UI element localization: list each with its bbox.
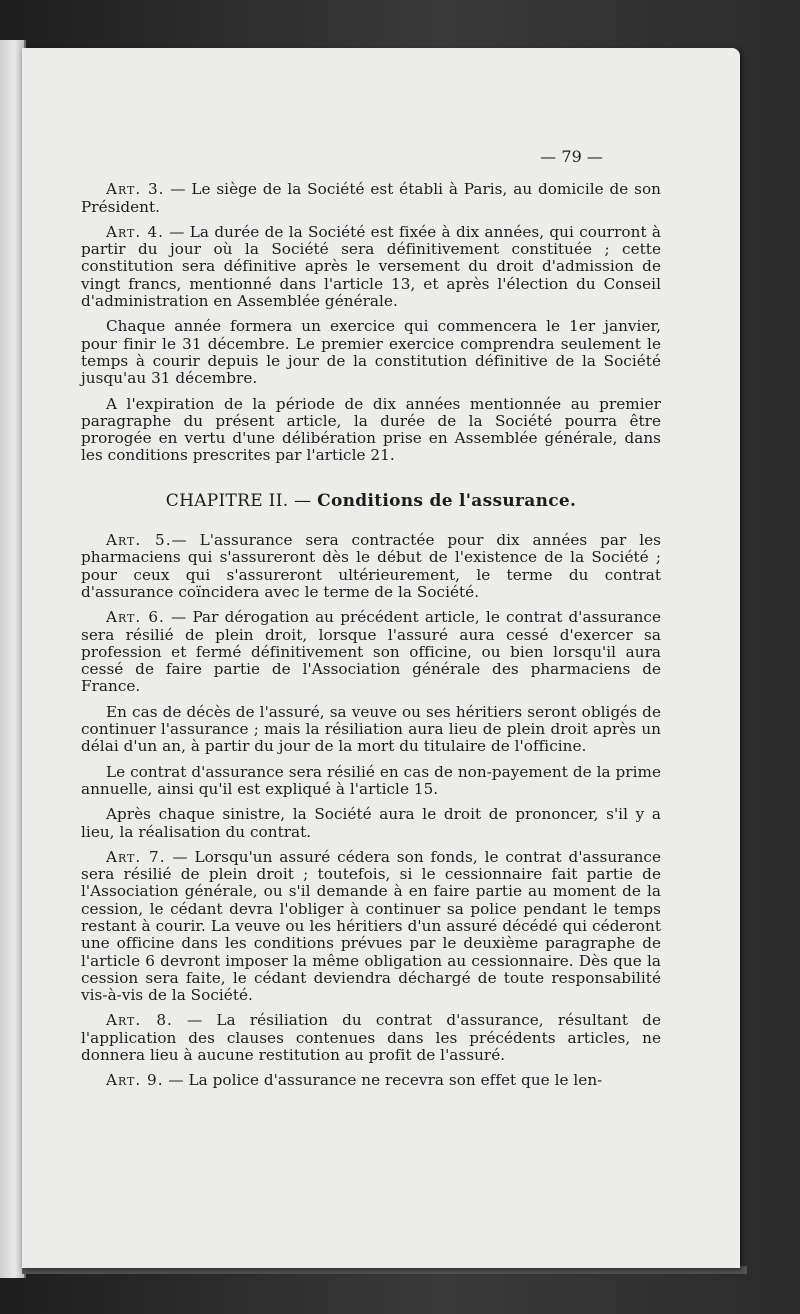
- article-7-label: Art. 7.: [106, 847, 166, 866]
- article-6: [81, 609, 661, 695]
- book-page: [22, 48, 740, 1268]
- article-3-label: Art. 3.: [106, 180, 165, 199]
- chapter-label: CHAPITRE II. —: [165, 490, 312, 511]
- article-5: [81, 532, 661, 601]
- page-number: — 79 —: [540, 147, 603, 166]
- article-8-text: — La résiliation du contrat d'assurance, résultant de l'application des clauses contenues dans les précédents articles, ne donnera lieu à aucune restitution au profit de l'assuré.: [81, 1011, 661, 1065]
- article-9-text: — La police d'assurance ne recevra son effet que le len-: [163, 1071, 603, 1090]
- article-7: [81, 849, 661, 1005]
- article-5-text: — L'assurance sera contractée pour dix années par les pharmaciens qui s'assureront dès le début de l'existence de la Société ; pour ceux qui s'assureront ultérieurement, le terme du contrat d'assurance coïncidera avec le terme de la Société.: [81, 531, 661, 601]
- article-6-paragraph-4: Après chaque sinistre, la Société aura le droit de prononcer, s'il y a lieu, la réalisation du contrat.: [81, 805, 661, 841]
- chapter-heading: [81, 490, 661, 511]
- article-7-text: — Lorsqu'un assuré cédera son fonds, le contrat d'assurance sera résilié de plein droit ; toutefois, si le cessionnaire fait partie de l'Association générale, ou s'il demande à en faire partie au moment de la cession, le cédant devra l'obliger à continuer sa police pendant le temps restant à courir. La veuve ou les héritiers d'un assuré décédé qui céderont une officine dans les conditions prévues par le deuxième paragraphe de l'article 6 devront imposer la même obligation au cessionnaire. Dès que la cession sera faite, le cédant deviendra déchargé de toute responsabilité vis-à-vis de la Société.: [81, 847, 662, 1005]
- article-6-label: Art. 6.: [106, 608, 165, 627]
- page-content: [81, 148, 661, 1098]
- chapter-title: Conditions de l'assurance.: [317, 490, 577, 511]
- article-4-paragraph-3: A l'expiration de la période de dix années mentionnée au premier paragraphe du présent article, la durée de la Société pourra être prorogée en vertu d'une délibération prise en Assemblée générale, dans les conditions prescrites par l'article 21.: [81, 394, 661, 465]
- article-4-label: Art. 4.: [106, 222, 164, 241]
- article-4-text: — La durée de la Société est fixée à dix années, qui courront à partir du jour où la Société sera définitivement constituée ; cette constitution sera définitive après le versement du droit d'admission de vingt francs, mentionné dans l'article 13, et après l'élection du Conseil d'administration en Assemblée générale.: [81, 222, 661, 311]
- article-6-text: — Par dérogation au précédent article, le contrat d'assurance sera résilié de plein droit, lorsque l'assuré aura cessé d'exercer sa profession et fermé définitivement son officine, ou bien lorsqu'il aura cessé de faire partie de l'Association générale des pharmaciens de France.: [81, 608, 661, 696]
- article-9-label: Art. 9.: [106, 1071, 164, 1090]
- article-4: [81, 224, 661, 310]
- article-6-paragraph-2: En cas de décès de l'assuré, sa veuve ou ses héritiers seront obligés de continuer l'assurance ; mais la résiliation aura lieu de plein droit après un délai d'un an, à partir du jour de la mort du titulaire de l'officine.: [81, 702, 661, 756]
- article-6-paragraph-3: Le contrat d'assurance sera résilié en cas de non-payement de la prime annuelle, ainsi qu'il est expliqué à l'article 15.: [81, 762, 661, 798]
- article-3: [81, 181, 661, 216]
- article-8: [81, 1012, 661, 1064]
- article-4-paragraph-2: Chaque année formera un exercice qui commencera le 1er janvier, pour finir le 31 décembre. Le premier exercice comprendra seulement le temps à courir depuis le jour de la constitution définitive de la Société jusqu'au 31 décembre.: [81, 317, 661, 388]
- article-3-text: — Le siège de la Société est établi à Paris, au domicile de son Président.: [81, 180, 661, 216]
- article-5-label: Art. 5.: [106, 531, 172, 550]
- article-9: [81, 1072, 661, 1089]
- article-8-label: Art. 8.: [106, 1011, 173, 1030]
